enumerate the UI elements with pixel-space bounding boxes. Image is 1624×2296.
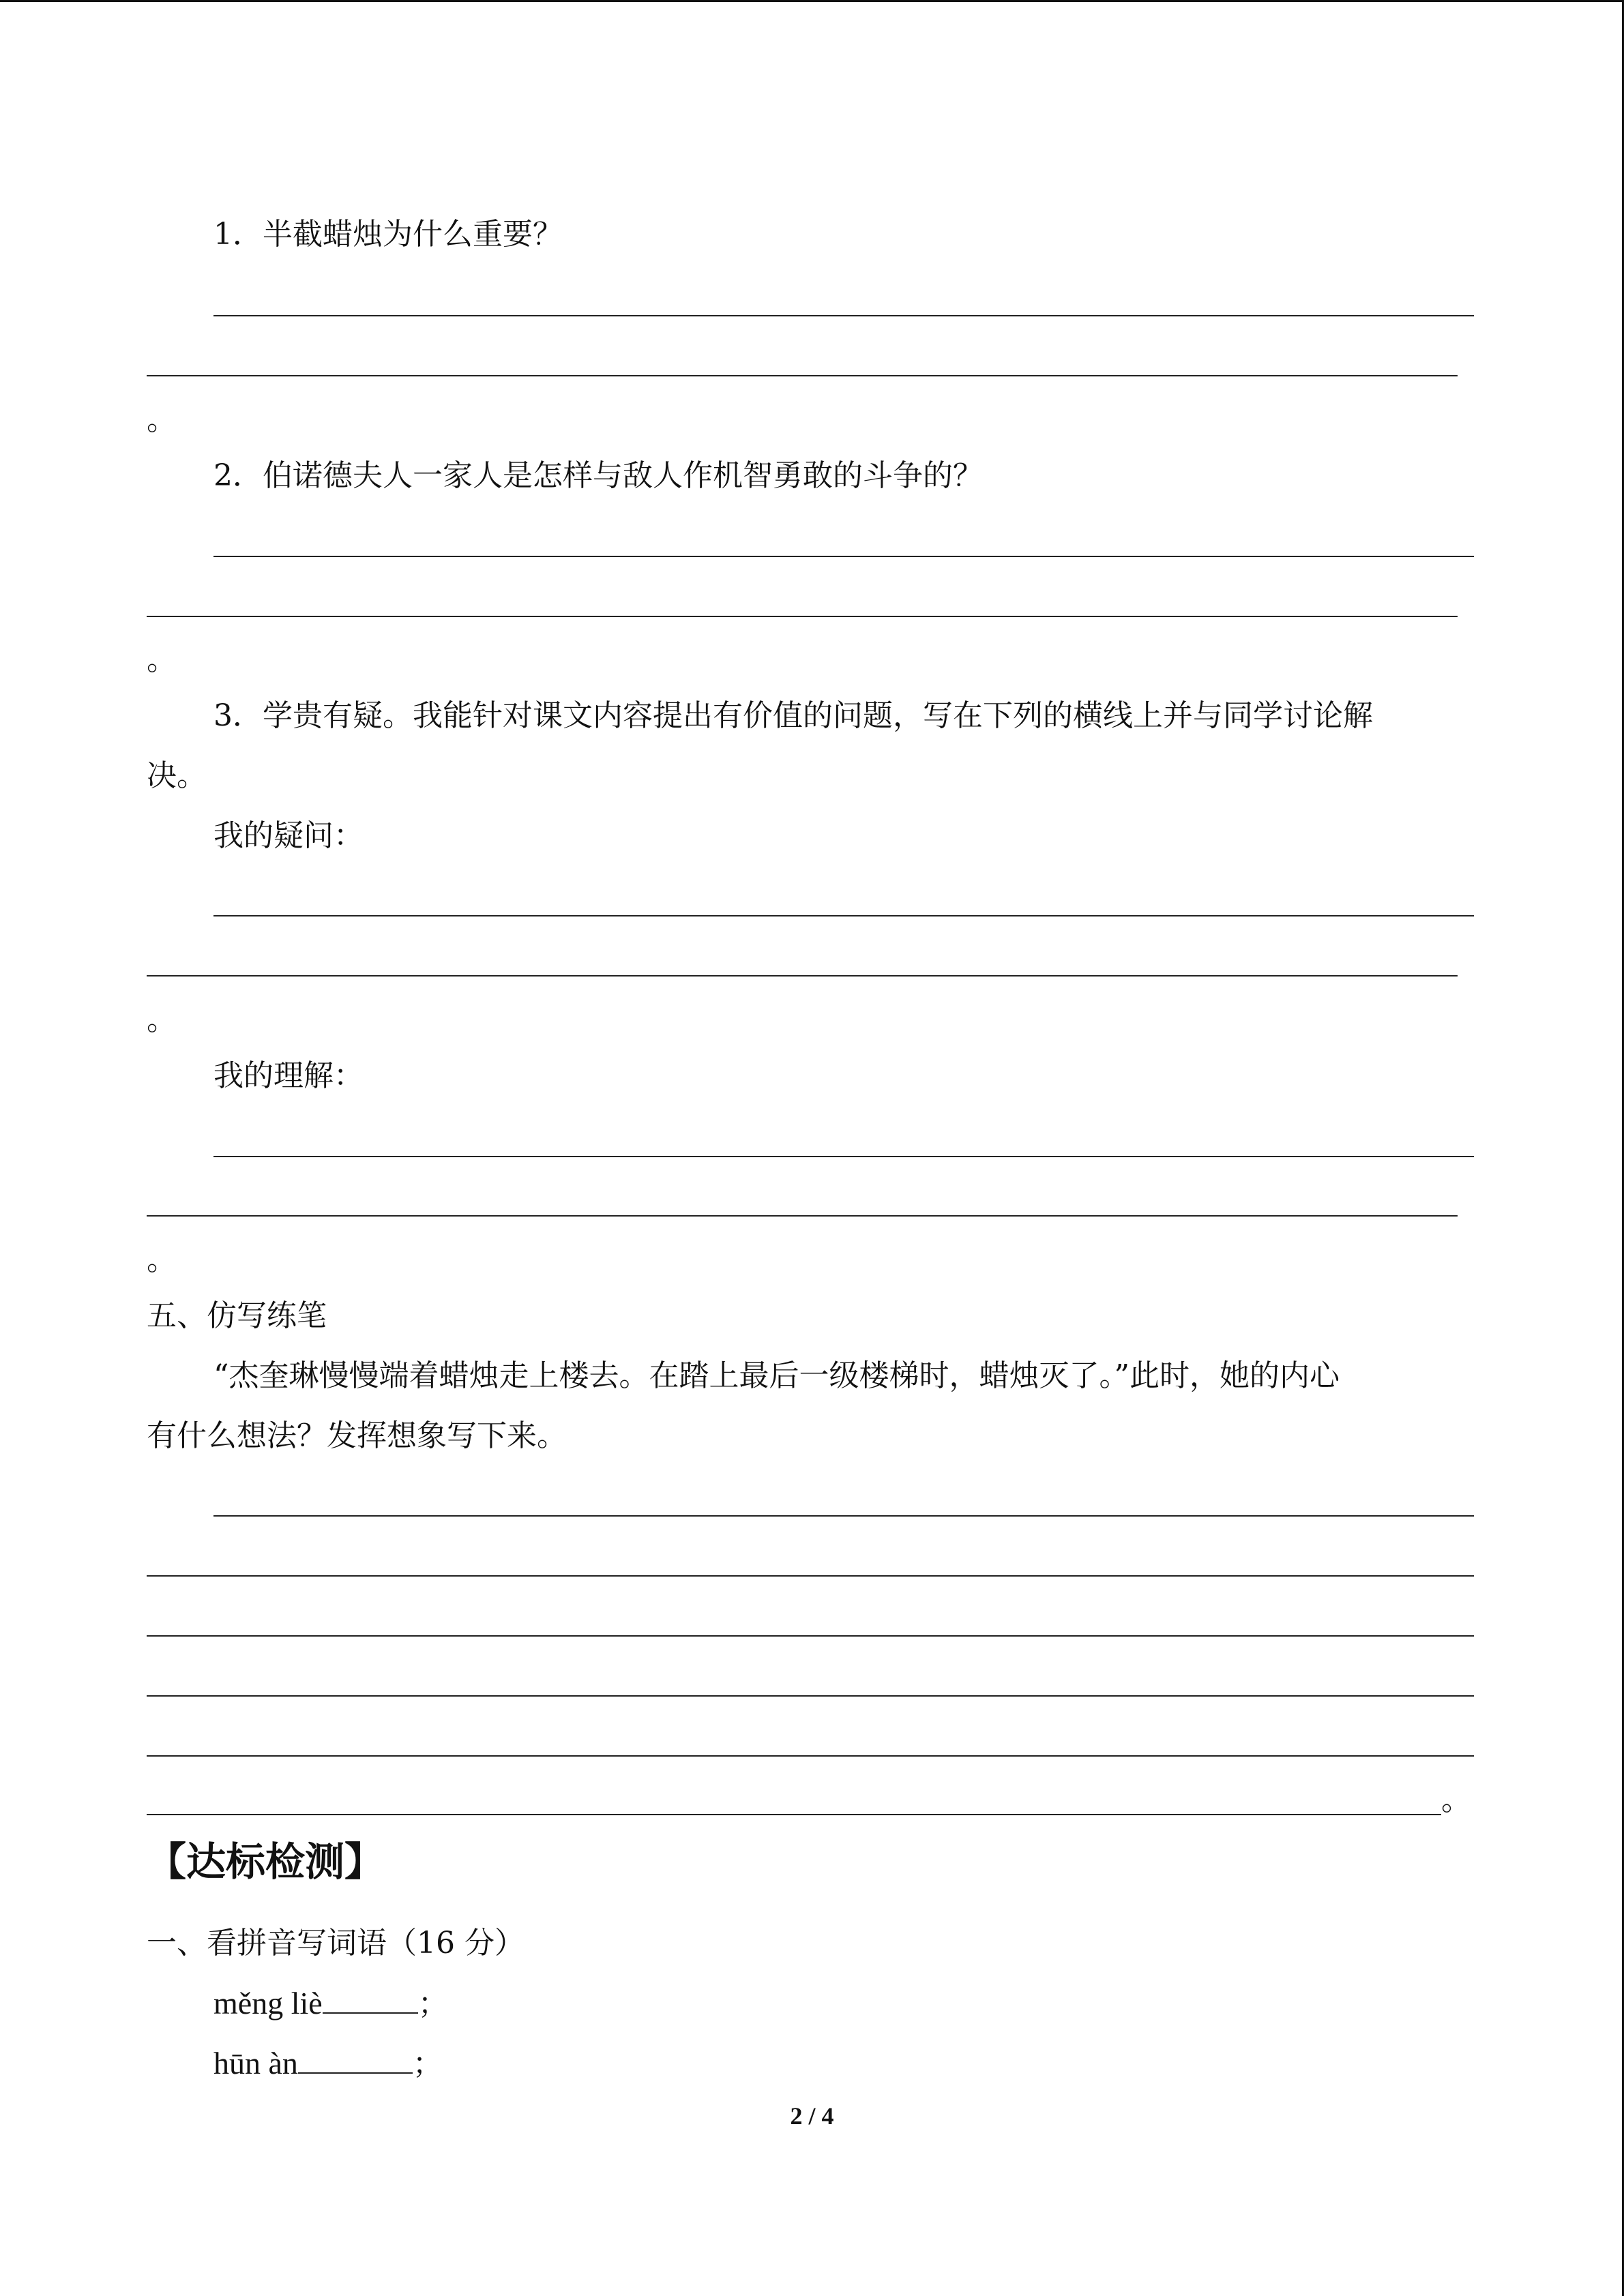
answer-line[interactable] <box>213 315 1474 316</box>
page-current: 2 <box>790 2102 803 2130</box>
pinyin-item-1 <box>213 1983 448 2025</box>
section-5-prompt-line-2: 有什么想法？发挥想象写下来。 <box>147 1418 567 1453</box>
answer-line[interactable] <box>147 375 1458 376</box>
writing-line[interactable] <box>147 1635 1474 1637</box>
pinyin-text: hūn àn <box>213 2046 298 2081</box>
period-mark: 。 <box>147 1242 177 1277</box>
section-5-title: 五、仿写练笔 <box>147 1298 327 1333</box>
writing-line[interactable] <box>147 1575 1474 1577</box>
page-total: 4 <box>821 2102 834 2130</box>
writing-line[interactable] <box>147 1814 1441 1815</box>
answer-blank[interactable] <box>298 2045 413 2074</box>
page-number <box>0 2102 1624 2130</box>
part-1-title: 一、看拼音写词语（16 分） <box>147 1926 525 1960</box>
item-end-mark: ； <box>412 2046 443 2081</box>
pinyin-item-2 <box>213 2043 443 2085</box>
question-1: 1．半截蜡烛为什么重要？ <box>213 217 563 252</box>
period-mark: 。 <box>147 1002 177 1037</box>
question-3-line-2: 决。 <box>147 758 207 793</box>
answer-line[interactable] <box>147 975 1458 976</box>
pinyin-text: měng liè <box>213 1986 323 2021</box>
my-question-label: 我的疑问： <box>213 818 364 853</box>
writing-line[interactable] <box>147 1755 1474 1757</box>
period-mark: 。 <box>1441 1783 1471 1817</box>
period-mark: 。 <box>147 642 177 677</box>
item-end-mark: ； <box>417 1986 448 2021</box>
page-border-top <box>0 0 1624 2</box>
my-understanding-label: 我的理解： <box>213 1058 364 1093</box>
section-5-prompt-line-1: “杰奎琳慢慢端着蜡烛走上楼去。在踏上最后一级楼梯时，蜡烛灭了。”此时，她的内心 <box>213 1358 1340 1393</box>
period-mark: 。 <box>147 402 177 437</box>
answer-line[interactable] <box>147 616 1458 617</box>
answer-line[interactable] <box>213 556 1474 557</box>
question-2: 2．伯诺德夫人一家人是怎样与敌人作机智勇敢的斗争的？ <box>213 458 983 493</box>
answer-line[interactable] <box>147 1215 1458 1217</box>
answer-blank[interactable] <box>323 1985 418 2014</box>
question-3-line-1: 3．学贵有疑。我能针对课文内容提出有价值的问题，写在下列的横线上并与同学讨论解 <box>213 698 1373 733</box>
writing-line[interactable] <box>147 1695 1474 1697</box>
answer-line[interactable] <box>213 915 1474 916</box>
assessment-heading: 【达标检测】 <box>147 1838 385 1885</box>
page-separator: / <box>802 2102 822 2130</box>
writing-line[interactable] <box>213 1515 1474 1517</box>
answer-line[interactable] <box>213 1156 1474 1157</box>
